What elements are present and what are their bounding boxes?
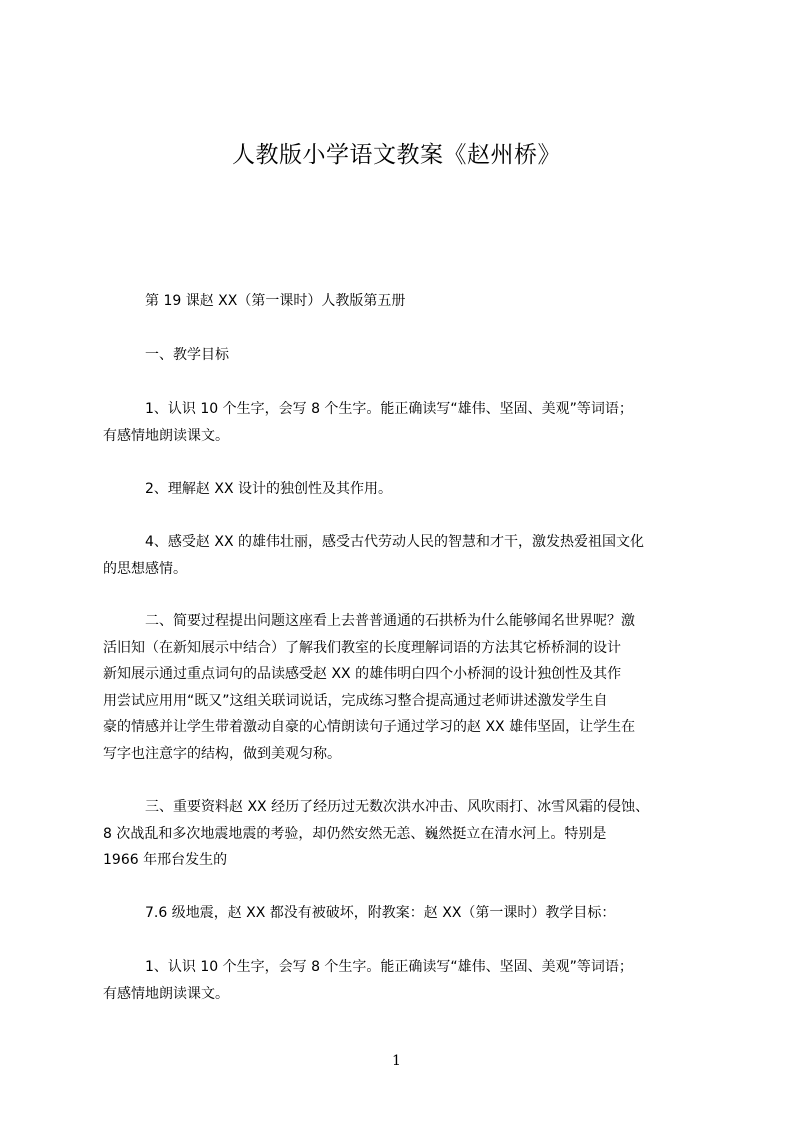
paragraph-goal-1-repeat [103, 954, 701, 1007]
paragraph-line: 1、认识 10 个生字，会写 8 个生字。能正确读写“雄伟、坚固、美观”等词语； [103, 401, 633, 417]
paragraph-line: 豪的情感并让学生带着激动自豪的心情朗读句子通过学习的赵 XX 雄伟坚固，让学生在 [103, 719, 636, 735]
paragraph-line: 4、感受赵 XX 的雄伟壮丽，感受古代劳动人民的智慧和才干，激发热爱祖国文化 [103, 534, 644, 550]
paragraph-line: 写字也注意字的结构，做到美观匀称。 [103, 745, 341, 762]
paragraph-line: 的思想感情。 [103, 560, 187, 577]
paragraph-goal-1 [103, 396, 701, 449]
paragraph-earthquake [103, 900, 701, 927]
paragraph-line: 三、重要资料赵 XX 经历了经历过无数次洪水冲击、风吹雨打、冰雪风霜的侵蚀、 [103, 799, 650, 815]
paragraph-line: 用尝试应用用“既又”这组关联词说话，完成练习整合提高通过老师讲述激发学生自 [103, 692, 608, 709]
document-title: 人教版小学语文教案《赵州桥》 [232, 142, 561, 168]
paragraph-lesson-header [103, 288, 701, 315]
paragraph-line: 活旧知（在新知展示中结合）了解我们教室的长度理解词语的方法其它桥桥洞的设计 [103, 639, 621, 656]
page-number: 1 [392, 1053, 401, 1069]
paragraph-line: 7.6 级地震，赵 XX 都没有被破坏，附教案：赵 XX（第一课时）教学目标： [103, 905, 616, 921]
paragraph-line: 有感情地朗读课文。 [103, 427, 229, 444]
paragraph-line: 1、认识 10 个生字，会写 8 个生字。能正确读写“雄伟、坚固、美观”等词语； [103, 959, 633, 975]
paragraph-teaching-goals-heading [103, 342, 701, 369]
paragraph-line: 新知展示通过重点词句的品读感受赵 XX 的雄伟明白四个小桥洞的设计独创性及其作 [103, 666, 622, 682]
paragraph-line: 第 19 课赵 XX（第一课时）人教版第五册 [103, 293, 406, 309]
paragraph-line: 二、简要过程提出问题这座看上去普普通通的石拱桥为什么能够闻名世界呢？激 [103, 613, 635, 629]
paragraph-line: 一、教学目标 [103, 347, 229, 363]
paragraph-resources [103, 794, 701, 874]
paragraph-line: 2、理解赵 XX 设计的独创性及其作用。 [103, 481, 392, 497]
paragraph-line: 有感情地朗读课文。 [103, 985, 229, 1002]
paragraph-line: 1966 年邢台发生的 [103, 852, 228, 868]
paragraph-process [103, 608, 701, 767]
paragraph-line: 8 次战乱和多次地震地震的考验，却仍然安然无恙、巍然挺立在清水河上。特别是 [103, 825, 607, 842]
paragraph-goal-2 [103, 476, 701, 503]
paragraph-goal-4 [103, 529, 701, 582]
